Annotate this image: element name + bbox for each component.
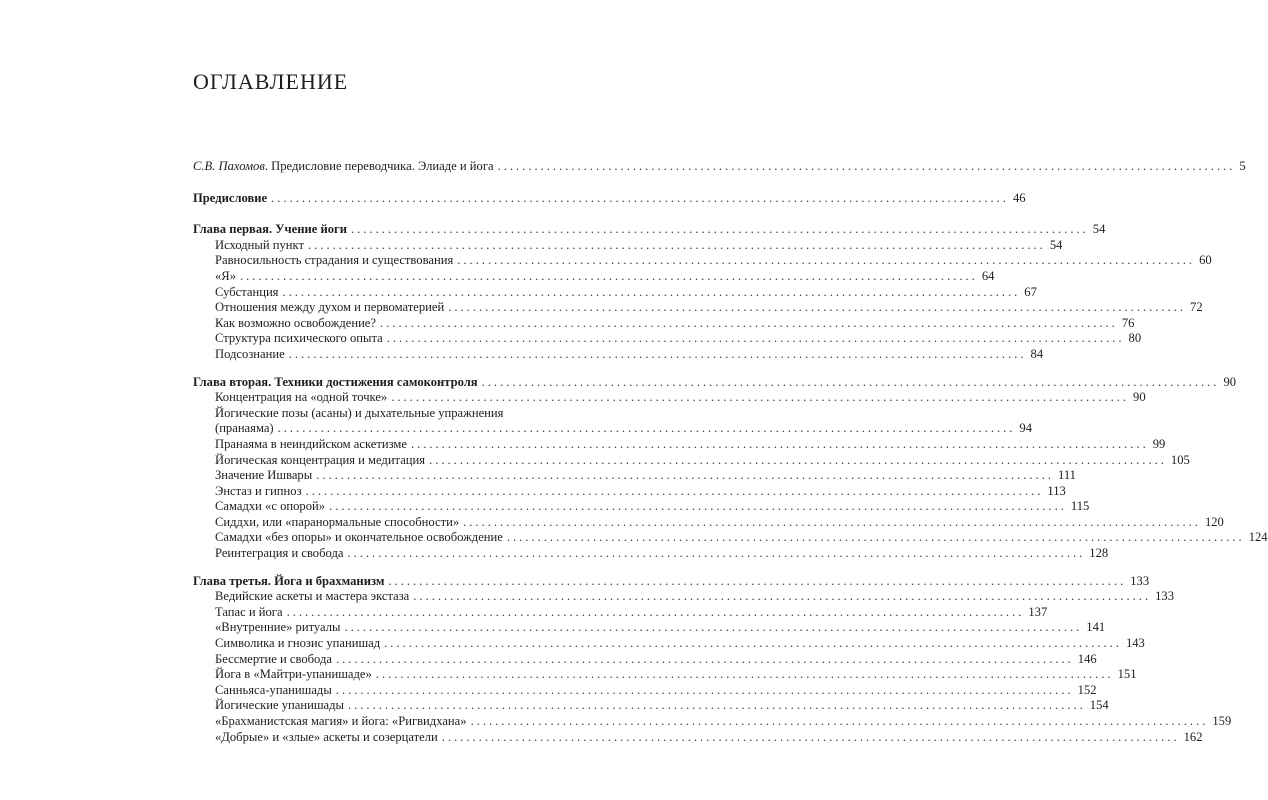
leader-dots: ........................................................................................................................ — [388, 573, 1127, 588]
section-title: Пранаяма в неиндийском аскетизме — [215, 436, 407, 451]
toc-section[interactable] — [193, 714, 1232, 730]
page-number: 90 — [1133, 390, 1146, 405]
entry-title: Предисловие — [193, 190, 268, 205]
page-number: 133 — [1130, 573, 1150, 588]
leader-dots: ........................................................................................................................ — [429, 452, 1167, 467]
page-number: 111 — [1058, 468, 1076, 483]
leader-dots: ........................................................................................................................ — [380, 315, 1118, 330]
section-title: «Брахманистская магия» и йога: «Ригвидхана» — [215, 714, 467, 728]
section-title: «Добрые» и «злые» аскеты и созерцатели — [215, 729, 438, 744]
section-title: Самадхи «без опоры» и окончательное освобождение — [215, 530, 503, 545]
page-number: 84 — [1030, 346, 1044, 361]
section-title: Отношения между духом и первоматерией — [215, 300, 445, 315]
leader-dots: ........................................................................................................................ — [271, 190, 1009, 205]
toc-section[interactable] — [193, 620, 1106, 636]
page-number: 64 — [981, 268, 995, 283]
leader-dots: ........................................................................................................................ — [413, 589, 1152, 604]
leader-dots: ........................................................................................................................ — [384, 636, 1122, 651]
toc-section[interactable] — [193, 483, 1066, 500]
leader-dots: ........................................................................................................................ — [329, 499, 1067, 514]
leader-dots: ........................................................................................................................ — [463, 514, 1201, 529]
section-title: Реинтеграция и свобода — [215, 546, 344, 561]
leader-dots: ........................................................................................................................ — [497, 159, 1236, 173]
page-number: 54 — [1092, 222, 1106, 237]
toc-section[interactable] — [193, 300, 1203, 316]
leader-dots: ........................................................................................................................ — [386, 331, 1125, 346]
toc-section[interactable] — [193, 284, 1037, 301]
toc-section[interactable] — [193, 346, 1044, 363]
section-title: Санньяса-упанишады — [215, 682, 332, 697]
toc-section[interactable] — [193, 468, 1076, 484]
toc-section[interactable] — [193, 682, 1097, 699]
page-number: 152 — [1077, 682, 1097, 697]
page-number: 46 — [1012, 190, 1026, 205]
page-number: 5 — [1239, 159, 1246, 173]
page-title: ОГЛАВЛЕНИЕ — [193, 68, 349, 94]
page-number: 137 — [1028, 604, 1048, 619]
page-number: 90 — [1223, 374, 1237, 389]
toc-entry-foreword[interactable] — [193, 190, 1026, 207]
page-number: 159 — [1212, 714, 1232, 728]
leader-dots: ........................................................................................................................ — [282, 284, 1021, 299]
page-number: 120 — [1204, 514, 1224, 529]
toc-entry-translator-foreword[interactable] — [193, 159, 1246, 175]
toc-section[interactable] — [193, 436, 1166, 453]
toc-section[interactable] — [193, 452, 1190, 469]
toc-section[interactable] — [193, 268, 995, 285]
section-title: Символика и гнозис упанишад — [215, 636, 381, 651]
section-title-continued: (пранаяма) — [215, 421, 274, 436]
leader-dots: ........................................................................................................................ — [448, 300, 1187, 315]
toc-section[interactable] — [193, 421, 1033, 437]
page-number: 143 — [1125, 636, 1145, 651]
leader-dots: ........................................................................................................................ — [344, 620, 1083, 635]
leader-dots: ........................................................................................................................ — [277, 421, 1016, 436]
page-number: 76 — [1121, 315, 1135, 330]
leader-dots: ........................................................................................................................ — [410, 436, 1149, 451]
section-title: Структура психического опыта — [215, 331, 383, 346]
page-number: 54 — [1049, 237, 1063, 252]
page-number: 113 — [1047, 483, 1066, 498]
leader-dots: ........................................................................................................................ — [335, 682, 1074, 697]
toc-section[interactable] — [193, 390, 1146, 406]
page-number: 151 — [1117, 667, 1137, 682]
toc-chapter-3[interactable] — [193, 573, 1150, 590]
page-number: 154 — [1089, 698, 1109, 713]
section-title: «Внутренние» ритуалы — [215, 620, 341, 635]
leader-dots: ........................................................................................................................ — [350, 222, 1089, 237]
section-title: Как возможно освобождение? — [215, 315, 376, 330]
page-number: 60 — [1199, 253, 1212, 268]
section-title: Самадхи «с опорой» — [215, 499, 326, 514]
toc-section[interactable] — [193, 546, 1109, 562]
entry-title: . Предисловие переводчика. Элиаде и йога — [264, 159, 494, 173]
chapter-title: Глава первая. Учение йоги — [193, 222, 347, 237]
leader-dots: ........................................................................................................................ — [470, 714, 1209, 728]
page-number: 133 — [1155, 589, 1174, 604]
leader-dots: ........................................................................................................................ — [347, 546, 1086, 561]
toc-chapter-2[interactable] — [193, 374, 1237, 391]
toc-section[interactable] — [193, 331, 1142, 347]
section-title: Тапас и йога — [215, 604, 283, 619]
toc-section[interactable] — [193, 237, 1063, 254]
page-number: 141 — [1086, 620, 1106, 635]
page-number: 72 — [1190, 300, 1203, 315]
toc-section[interactable] — [193, 315, 1135, 332]
page-number: 94 — [1019, 421, 1033, 436]
page-number: 99 — [1152, 436, 1166, 451]
toc-section-line1[interactable] — [193, 406, 571, 422]
section-title: «Я» — [215, 268, 236, 283]
leader-dots: ........................................................................................................................ — [481, 374, 1220, 389]
leader-dots: ........................................................................................................................ — [457, 253, 1196, 268]
page-number: 115 — [1070, 499, 1090, 514]
toc-section[interactable] — [193, 698, 1109, 714]
toc-section[interactable] — [193, 499, 1090, 515]
leader-dots: ........................................................................................................................ — [335, 651, 1074, 666]
section-title: Концентрация на «одной точке» — [215, 390, 388, 405]
leader-dots: ........................................................................................................................ — [308, 237, 1046, 252]
section-title: Йогические упанишады — [215, 698, 344, 713]
author-name: С.В. Пахомов — [193, 159, 265, 173]
leader-dots: ........................................................................................................................ — [347, 698, 1086, 713]
leader-dots: ........................................................................................................................ — [375, 667, 1114, 682]
toc-section[interactable] — [193, 729, 1203, 746]
leader-dots: ........................................................................................................................ — [506, 530, 1245, 545]
chapter-title: Глава вторая. Техники достижения самоконтроля — [193, 374, 478, 389]
toc-section[interactable] — [193, 530, 1268, 546]
leader-dots: ........................................................................................................................ — [305, 483, 1044, 498]
section-title: Сиддхи, или «паранормальные способности» — [215, 514, 460, 529]
toc-section[interactable] — [193, 514, 1224, 531]
toc-section[interactable] — [193, 589, 1174, 605]
leader-dots: ........................................................................................................................ — [441, 729, 1180, 744]
leader-dots: ........................................................................................................................ — [288, 346, 1027, 361]
toc-section[interactable] — [193, 667, 1137, 683]
section-title: Субстанция — [215, 284, 279, 299]
leader-dots: ........................................................................................................................ — [286, 604, 1025, 619]
chapter-title: Глава третья. Йога и брахманизм — [193, 573, 385, 588]
page-number: 105 — [1170, 452, 1190, 467]
section-title: Равносильность страдания и существования — [215, 253, 454, 268]
table-of-contents — [193, 159, 1268, 745]
section-title: Значение Ишвары — [215, 468, 313, 483]
section-title: Энстаз и гипноз — [215, 483, 302, 498]
section-title: Ведийские аскеты и мастера экстаза — [215, 589, 410, 604]
section-title: Йогическая концентрация и медитация — [215, 452, 426, 467]
section-title: Йогические позы (асаны) и дыхательные упражнения — [215, 405, 504, 420]
leader-dots: ........................................................................................................................ — [316, 468, 1055, 483]
toc-section[interactable] — [193, 636, 1145, 652]
page-number: 128 — [1089, 546, 1109, 561]
page-number: 80 — [1128, 331, 1142, 346]
page-number: 124 — [1248, 530, 1268, 545]
section-title: Бессмертие и свобода — [215, 651, 332, 666]
section-title: Йога в «Майтри-упанишаде» — [215, 667, 372, 682]
toc-section[interactable] — [193, 253, 1212, 269]
page-number: 146 — [1077, 651, 1097, 666]
toc-section[interactable] — [193, 604, 1048, 621]
leader-dots: ........................................................................................................................ — [391, 390, 1130, 405]
leader-dots: ........................................................................................................................ — [240, 268, 978, 283]
page-number: 162 — [1183, 729, 1203, 744]
section-title: Исходный пункт — [215, 237, 304, 252]
toc-chapter-1[interactable] — [193, 222, 1106, 238]
section-title: Подсознание — [215, 346, 285, 361]
page-number: 67 — [1024, 284, 1037, 299]
toc-section[interactable] — [193, 651, 1097, 668]
